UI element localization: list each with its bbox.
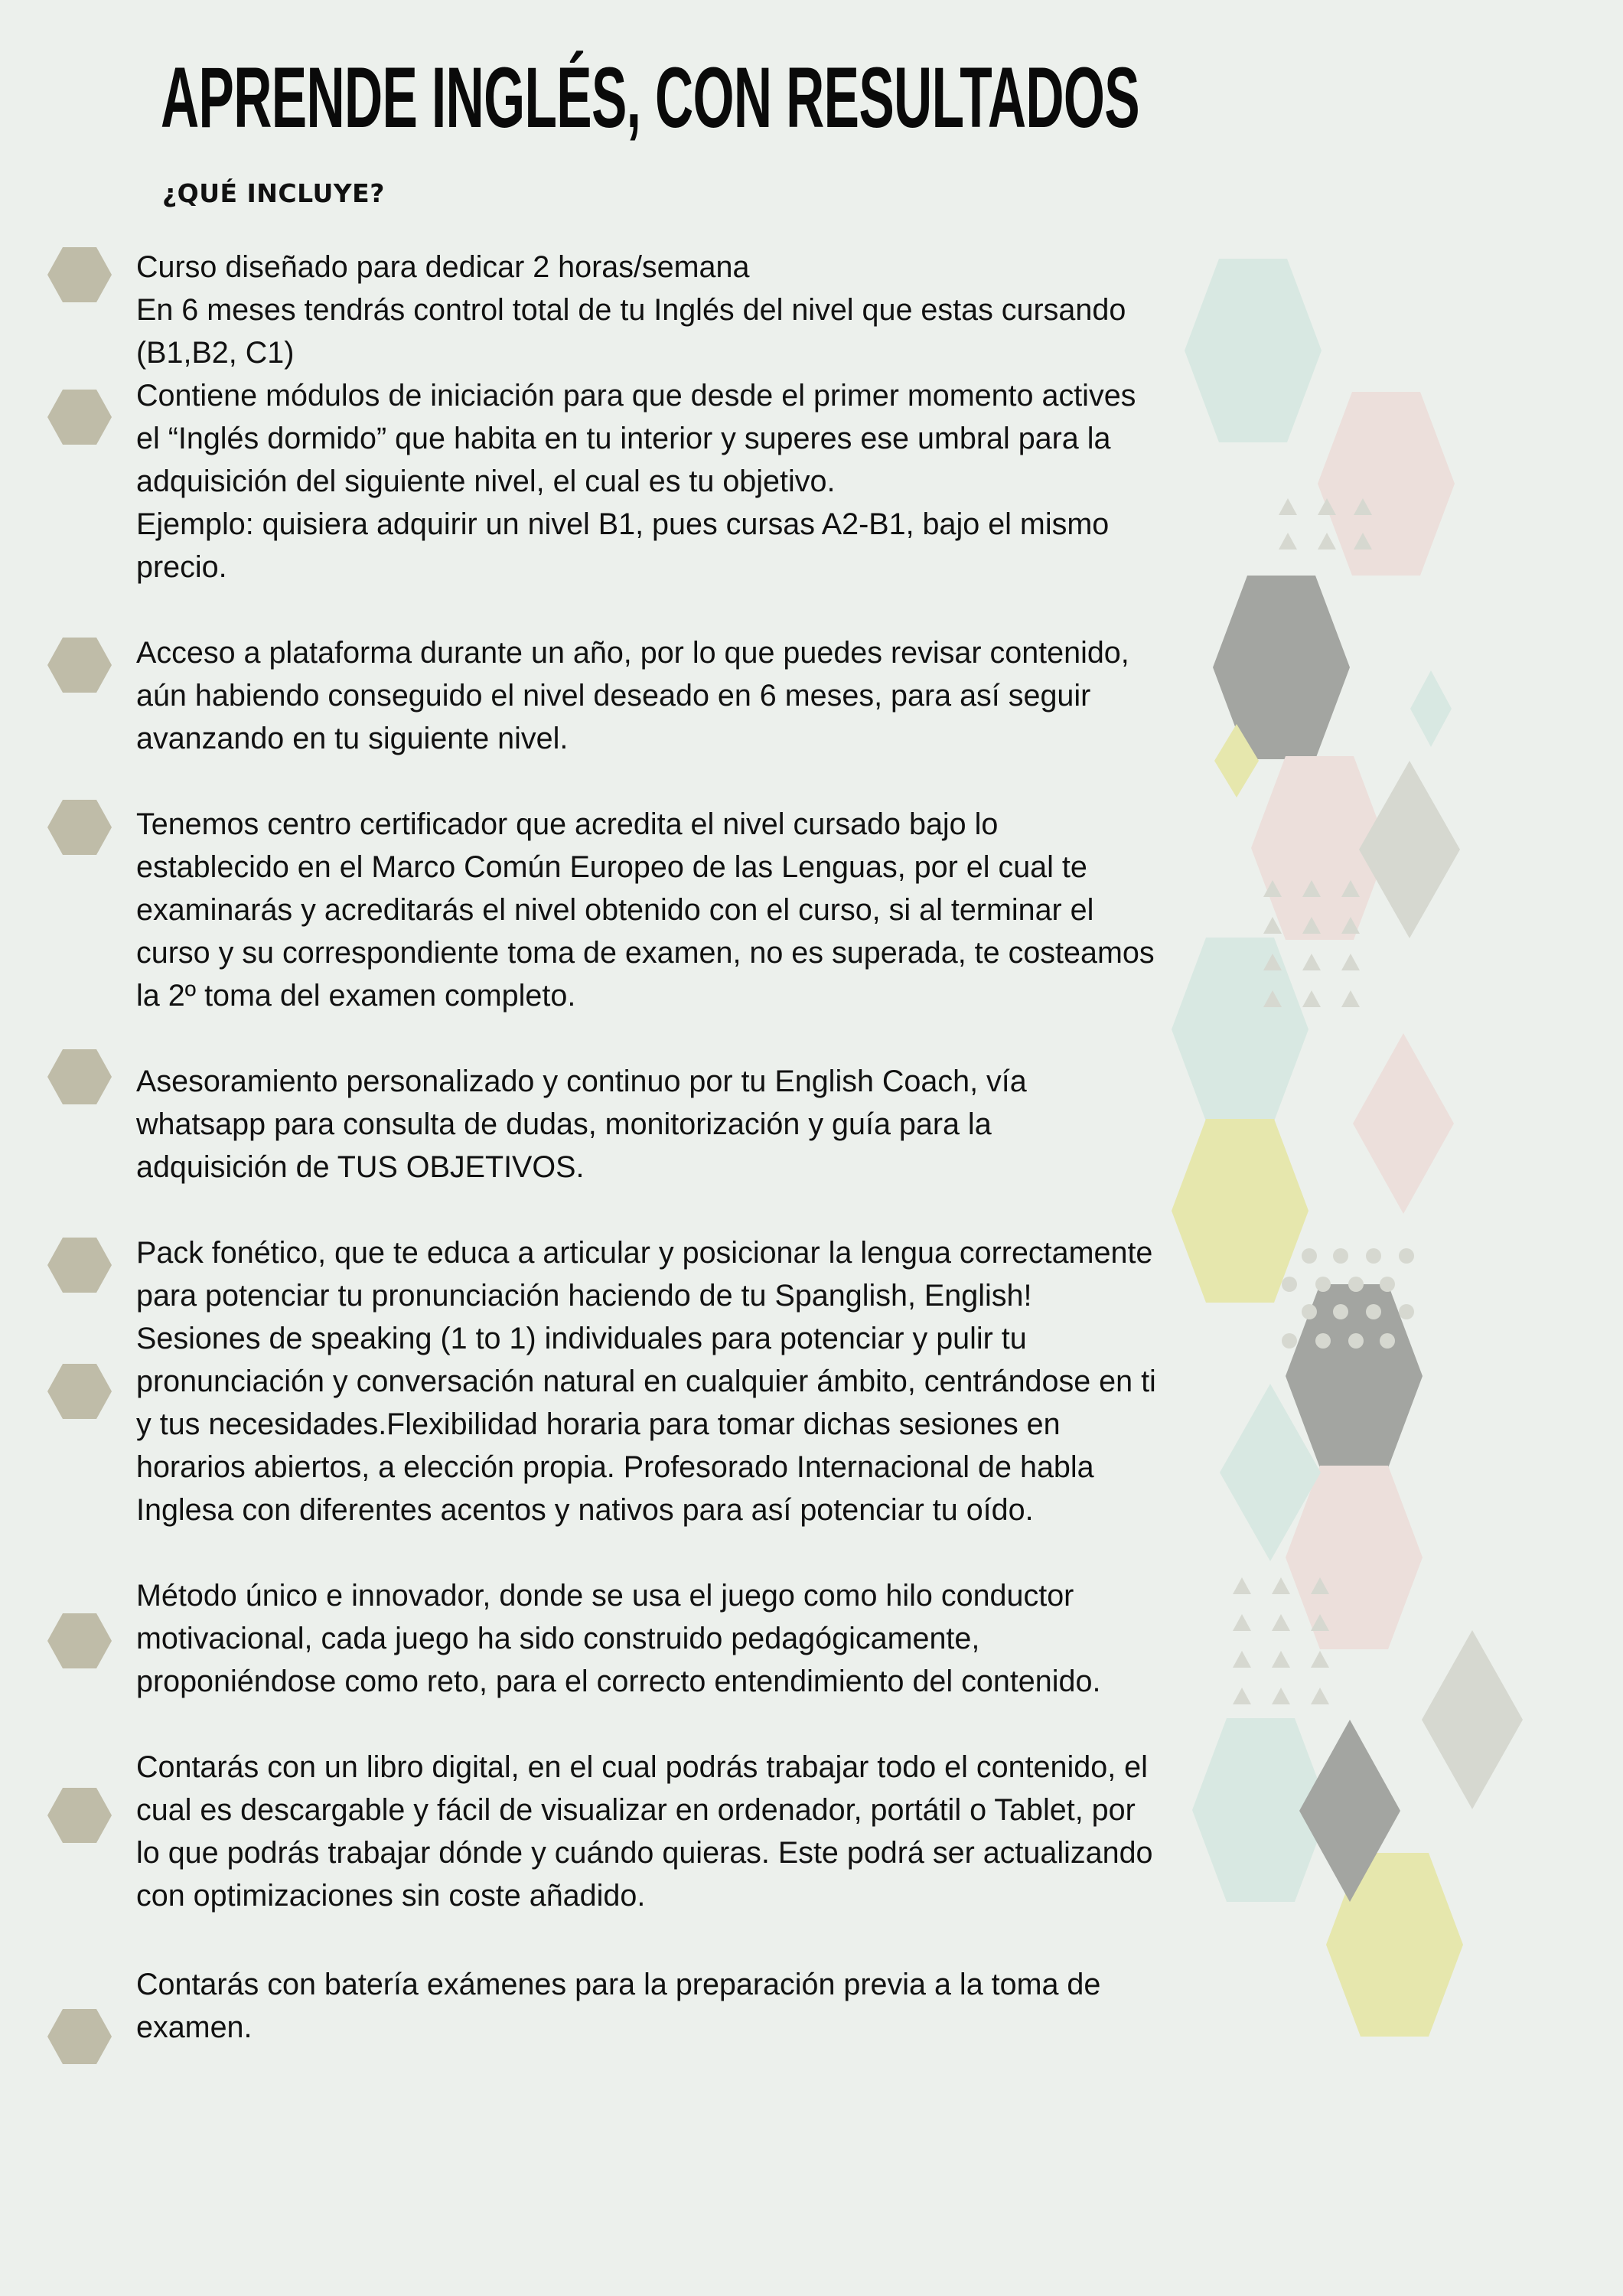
feature-line: Sesiones de speaking (1 to 1) individuales para potenciar y pulir tu — [136, 1322, 1027, 1355]
bullet-hexagon-icon — [47, 2009, 112, 2064]
bullet-hexagon-icon — [47, 1238, 112, 1293]
diamond-lightgray-shape — [1422, 1630, 1523, 1809]
diamond-lightgray-shape — [1359, 761, 1460, 938]
bullet-hexagon-icon — [47, 1788, 112, 1843]
feature-line: cual es descargable y fácil de visualizar en ordenador, portátil o Tablet, por — [136, 1793, 1136, 1827]
feature-line: adquisición del siguiente nivel, el cual es tu objetivo. — [136, 465, 836, 498]
bullet-hexagon-icon — [47, 1049, 112, 1104]
feature-line: Ejemplo: quisiera adquirir un nivel B1, pues cursas A2-B1, bajo el mismo — [136, 507, 1110, 541]
diamond-mint-shape — [1410, 670, 1452, 747]
feature-line: avanzando en tu siguiente nivel. — [136, 722, 569, 755]
feature-line: adquisición de TUS OBJETIVOS. — [136, 1150, 585, 1184]
feature-line: whatsapp para consulta de dudas, monitorización y guía para la — [136, 1107, 992, 1141]
feature-line: precio. — [136, 550, 227, 584]
bullet-hexagon-icon — [47, 247, 112, 302]
hexagon-yellow-shape — [1172, 1119, 1309, 1303]
hexagon-pink-shape — [1318, 392, 1455, 576]
bullet-hexagon-icon — [47, 1613, 112, 1668]
feature-line: curso y su correspondiente toma de examen, no es superada, te costeamos — [136, 936, 1155, 970]
feature-item — [136, 803, 1223, 1017]
feature-line: lo que podrás trabajar dónde y cuándo quieras. Este podrá ser actualizando — [136, 1836, 1153, 1870]
feature-item — [136, 374, 1223, 589]
bullet-hexagon-icon — [47, 1364, 112, 1419]
feature-line: En 6 meses tendrás control total de tu Inglés del nivel que estas cursando — [136, 293, 1126, 327]
feature-line: Contarás con un libro digital, en el cual podrás trabajar todo el contenido, el — [136, 1750, 1148, 1784]
feature-line: Inglesa con diferentes acentos y nativos para así potenciar tu oído. — [136, 1493, 1034, 1527]
diamond-pink-shape — [1353, 1033, 1454, 1214]
feature-line: Acceso a plataforma durante un año, por lo que puedes revisar contenido, — [136, 636, 1129, 670]
feature-line: Curso diseñado para dedicar 2 horas/semana — [136, 250, 750, 284]
feature-line: proponiéndose como reto, para el correcto entendimiento del contenido. — [136, 1665, 1101, 1698]
feature-item — [136, 1746, 1223, 1917]
bullet-hexagon-icon — [47, 390, 112, 445]
feature-line: examen. — [136, 2011, 253, 2044]
feature-line: Tenemos centro certificador que acredita el nivel cursado bajo lo — [136, 807, 999, 841]
bullet-hexagon-icon — [47, 638, 112, 693]
feature-line: horarios abiertos, a elección propia. Profesorado Internacional de habla — [136, 1450, 1094, 1484]
feature-line: Asesoramiento personalizado y continuo por tu English Coach, vía — [136, 1065, 1027, 1098]
feature-line: y tus necesidades.Flexibilidad horaria para tomar dichas sesiones en — [136, 1407, 1061, 1441]
feature-line: la 2º toma del examen completo. — [136, 979, 576, 1013]
feature-line: (B1,B2, C1) — [136, 336, 295, 370]
bullet-hexagon-icon — [47, 800, 112, 855]
feature-item — [136, 631, 1223, 760]
page-subtitle: ¿QUÉ INCLUYE? — [162, 178, 385, 208]
page-title: APRENDE INGLÉS, CON RESULTADOS — [161, 50, 1139, 145]
feature-item — [136, 246, 1223, 374]
feature-line: Pack fonético, que te educa a articular y posicionar la lengua correctamente — [136, 1236, 1153, 1270]
feature-line: con optimizaciones sin coste añadido. — [136, 1879, 646, 1913]
feature-line: Método único e innovador, donde se usa el juego como hilo conductor — [136, 1579, 1074, 1613]
feature-item — [136, 1963, 1223, 2049]
feature-line: Contiene módulos de iniciación para que desde el primer momento actives — [136, 379, 1136, 413]
decorative-geometry — [1148, 230, 1623, 2066]
hexagon-mint-shape — [1172, 938, 1309, 1121]
hexagon-mint-shape — [1185, 259, 1322, 442]
feature-line: Contarás con batería exámenes para la preparación previa a la toma de — [136, 1968, 1101, 2001]
feature-item — [136, 1317, 1223, 1531]
feature-item — [136, 1231, 1223, 1317]
feature-line: aún habiendo conseguido el nivel deseado en 6 meses, para así seguir — [136, 679, 1091, 713]
feature-line: pronunciación y conversación natural en cualquier ámbito, centrándose en ti — [136, 1365, 1156, 1398]
feature-line: examinarás y acreditarás el nivel obtenido con el curso, si al terminar el — [136, 893, 1094, 927]
feature-item — [136, 1060, 1223, 1189]
feature-line: motivacional, cada juego ha sido construido pedagógicamente, — [136, 1622, 980, 1655]
feature-item — [136, 1574, 1223, 1703]
feature-line: el “Inglés dormido” que habita en tu interior y superes ese umbral para la — [136, 422, 1111, 455]
feature-line: para potenciar tu pronunciación haciendo de tu Spanglish, English! — [136, 1279, 1032, 1313]
feature-line: establecido en el Marco Común Europeo de las Lenguas, por el cual te — [136, 850, 1087, 884]
